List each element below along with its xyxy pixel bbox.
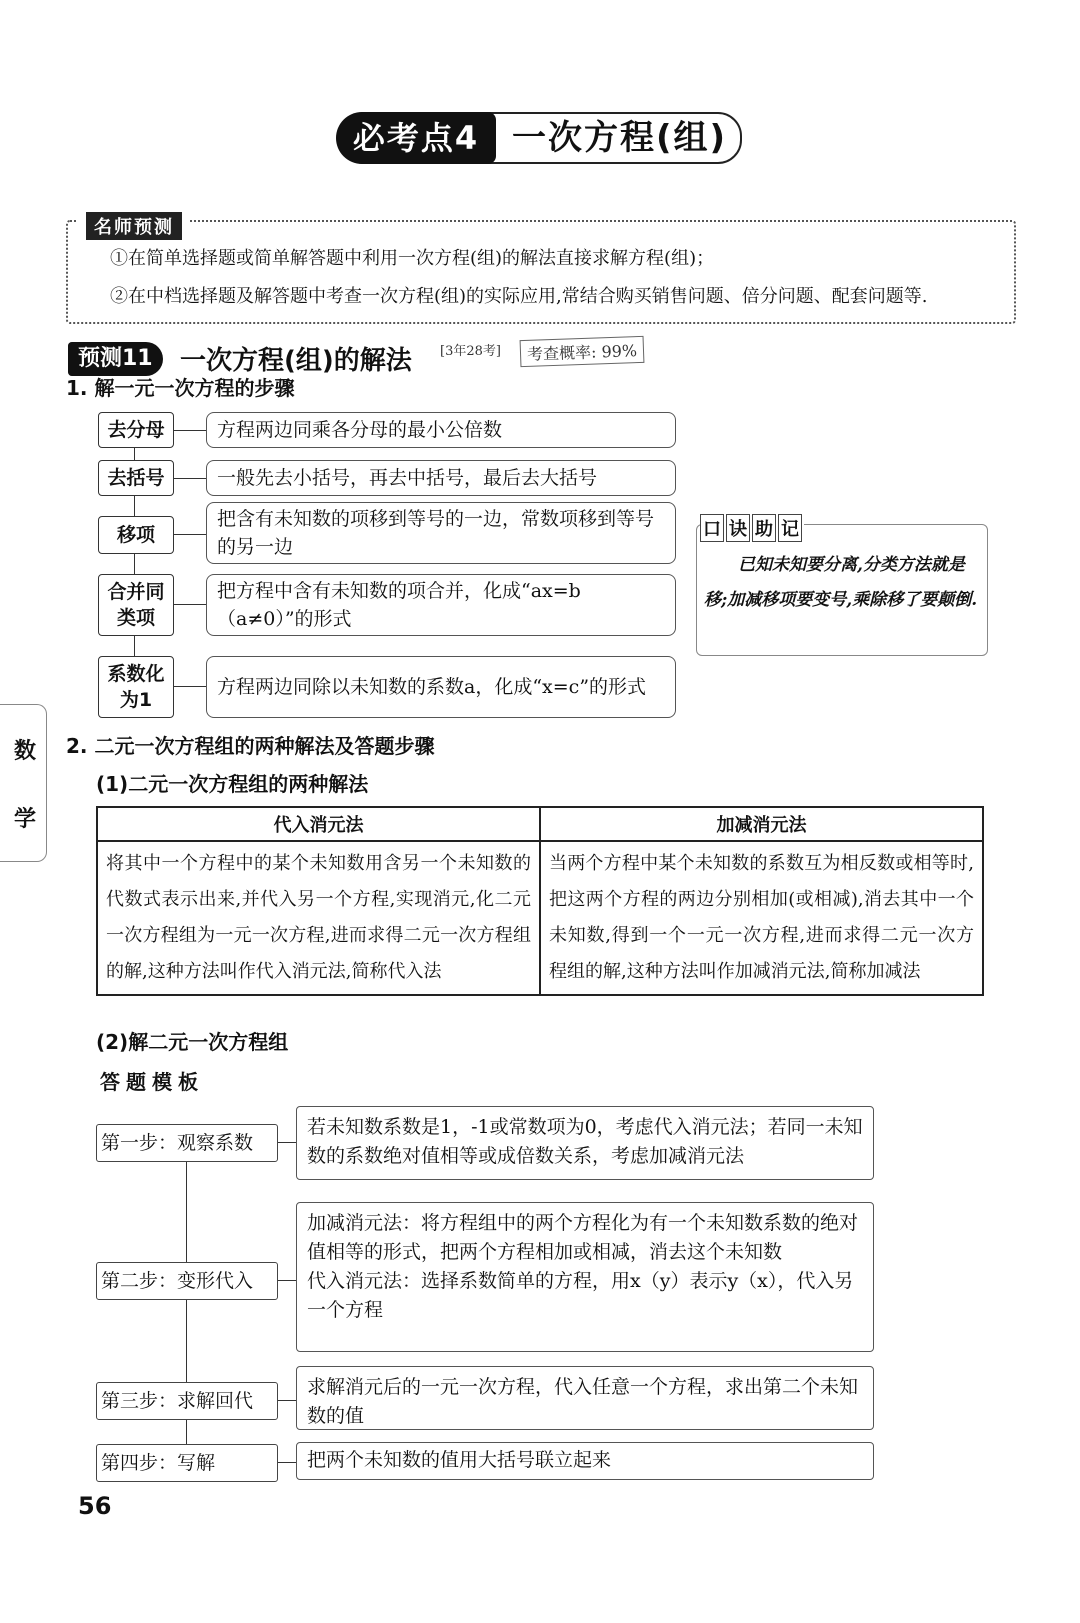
step3-desc: 把含有未知数的项移到等号的一边，常数项移到等号的另一边 — [206, 502, 676, 564]
step5-label: 系数化为1 — [98, 656, 174, 718]
flow1-link — [172, 604, 206, 605]
template-step4-desc — [296, 1442, 874, 1480]
step1-label: 去分母 — [98, 412, 174, 448]
template-step2-text-sub: 代入消元法：选择系数简单的方程，用x（y）表示y（x），代入另一个方程 — [307, 1270, 854, 1321]
flow1-link — [172, 478, 206, 479]
template-step3-desc — [296, 1366, 874, 1430]
flow1-link — [172, 686, 206, 687]
prediction-probability: 考查概率: 99% — [520, 336, 645, 367]
step5-desc: 方程两边同除以未知数的系数a，化成“x=c”的形式 — [206, 656, 676, 718]
methods-table — [96, 806, 984, 996]
title-tag: 必考点4 — [336, 112, 496, 164]
template-step1-text: 若未知数系数是1，-1或常数项为0，考虑代入消元法；若同一未知数的系数绝对值相等或成倍数关系，考虑加减消元法 — [307, 1116, 863, 1167]
template-step1-label: 第一步：观察系数 — [96, 1124, 278, 1162]
mnemonic-title-char: 诀 — [726, 514, 750, 542]
mnemonic-title-char: 口 — [700, 514, 724, 542]
mnemonic-text: 已知未知要分离,分类方法就是移;加减移项要变号,乘除移了要颠倒. — [704, 555, 978, 610]
page-number: 56 — [78, 1492, 112, 1520]
side-tab-char: 数 — [14, 739, 37, 764]
template-step2-label: 第二步：变形代入 — [96, 1262, 278, 1300]
forecast-tag — [78, 212, 190, 240]
template-step3-text: 求解消元后的一元一次方程，代入任意一个方程，求出第二个未知数的值 — [307, 1376, 859, 1427]
section2-sub1: (1)二元一次方程组的两种解法 — [96, 772, 369, 796]
mnemonic-title-char: 助 — [752, 514, 776, 542]
step2-label: 去括号 — [98, 460, 174, 496]
template-step2-text-add: 加减消元法：将方程组中的两个方程化为有一个未知数系数的绝对值相等的形式，把两个方程相加或相减，消去这个未知数 — [307, 1212, 859, 1263]
section1-heading: 1. 解一元一次方程的步骤 — [66, 376, 295, 400]
template-step4-label: 第四步：写解 — [96, 1444, 278, 1482]
template-step3-label: 第三步：求解回代 — [96, 1382, 278, 1420]
prediction-note: [3年28考] — [440, 344, 501, 359]
step3-label: 移项 — [98, 516, 174, 554]
flow1-link — [172, 430, 206, 431]
flow2-link — [276, 1142, 296, 1143]
mnemonic-title-char: 记 — [778, 514, 802, 542]
template-label: 答题模板 — [100, 1070, 204, 1094]
template-step2-desc — [296, 1202, 874, 1352]
flow2-link — [276, 1400, 296, 1401]
step4-desc: 把方程中含有未知数的项合并，化成“ax=b（a≠0）”的形式 — [206, 574, 676, 636]
flow2-link — [276, 1462, 296, 1463]
flow1-link — [172, 534, 206, 535]
table-cell: 将其中一个方程中的某个未知数用含另一个未知数的代数式表示出来,并代入另一个方程,实现消元,化二元一次方程组为一元一次方程,进而求得二元一次方程组的解,这种方法叫作代入消元法,简称代入法 — [97, 841, 540, 995]
table-header-row — [97, 807, 983, 841]
side-subject-tab — [0, 704, 47, 862]
mnemonic-title — [700, 514, 804, 542]
page-title: 一次方程(组) — [512, 118, 728, 158]
table-cell: 当两个方程中某个未知数的系数互为相反数或相等时,把这两个方程的两边分别相加(或相减),消去其中一个未知数,得到一个一元一次方程,进而求得二元一次方程组的解,这种方法叫作加减消元法,简称加减法 — [540, 841, 983, 995]
template-step4-text: 把两个未知数的值用大括号联立起来 — [307, 1449, 612, 1471]
forecast-box — [66, 220, 1016, 324]
table-header: 代入消元法 — [97, 807, 540, 841]
forecast-tag-label: 名师预测 — [86, 212, 182, 240]
section2-heading: 2. 二元一次方程组的两种解法及答题步骤 — [66, 734, 435, 758]
table-row — [97, 841, 983, 995]
side-tab-char: 学 — [14, 807, 37, 832]
flow2-link — [276, 1280, 296, 1281]
template-step1-desc — [296, 1106, 874, 1180]
prediction-badge: 预测11 — [68, 342, 163, 376]
step2-desc: 一般先去小括号，再去中括号，最后去大括号 — [206, 460, 676, 496]
forecast-line-1: ①在简单选择题或简单解答题中利用一次方程(组)的解法直接求解方程(组)； — [110, 248, 715, 269]
table-header: 加减消元法 — [540, 807, 983, 841]
prediction-title: 一次方程(组)的解法 — [180, 346, 412, 376]
step4-label: 合并同类项 — [98, 574, 174, 636]
step1-desc: 方程两边同乘各分母的最小公倍数 — [206, 412, 676, 448]
forecast-line-2: ②在中档选择题及解答题中考查一次方程(组)的实际应用,常结合购买销售问题、倍分问题、配套问题等. — [110, 286, 928, 307]
section2-sub2: (2)解二元一次方程组 — [96, 1030, 289, 1054]
